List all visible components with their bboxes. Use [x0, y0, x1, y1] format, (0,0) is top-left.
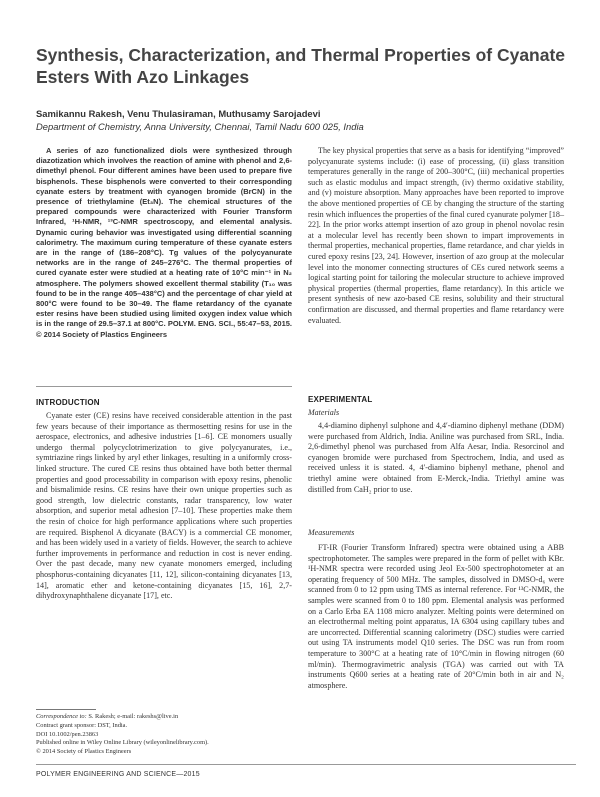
materials-heading: Materials [308, 408, 340, 417]
introduction-paragraph-2: The key physical properties that serve as a basis for identifying “improved” polycyanurate systems include: (i) ease of processing, (ii) glass transition temperatures generally in the range of 200–300°C, (iii) mechanical properties such as elastic modulus and impact strength, (iv) thermo oxidative stability, and (v) moisture absorption. Many approaches have been reported to improve the above mentioned properties of CE by changing the structure of the starting resin which influences the properties of the final cured cyanurate polymer [18–22]. In the prior works attempt insertion of azo group in phenol novolac resin at a molecular level has recently been shown to impart improvements in thermal properties, mechanical properties, flame retardance, and char yields in cured epoxy resins [23, 24]. However, insertion of azo group at the molecular level into the monomer connecting structures of CEs cured network seems a logical starting point for tailoring the molecular structure to achieve improved physical properties (thermal properties, flame retardancy). In this article we present synthesis of new azo-based CE resins, solubility and their structural confirmation are discussed, and thermal properties and flame retardancy were evaluated. [308, 146, 564, 325]
affiliation: Department of Chemistry, Anna University, Chennai, Tamil Nadu 600 025, India [36, 121, 364, 132]
abstract-citation: POLYM. ENG. SCI., 55:47–53, 2015. © 2014 Society of Plastics Engineers [36, 319, 292, 339]
measurements-heading: Measurements [308, 528, 355, 537]
author-list: Samikannu Rakesh, Venu Thulasiraman, Muthusamy Sarojadevi [36, 108, 321, 119]
footnote-divider [36, 709, 96, 710]
correspondence-note [36, 713, 292, 722]
measurements-paragraph: FT-IR (Fourier Transform Infrared) spectra were obtained using a ABB spectrophotometer. The samples were prepared in the form of pellet with KBr. ¹H-NMR spectra were recorded using Jeol Ex-500 spectrophotometer at an operating frequency of 500 MHz. The samples, dissolved in DMSO-d₆ were scanned from 0 to 12 ppm using TMS as internal reference. For ¹³C-NMR, the samples were scanned from 0 to 180 ppm. Elemental analysis was performed on a Carlo Erba EA 1108 micro analyzer. Melting points were determined on an electrothermal melting point apparatus, IA 6304 using capillary tubes and are uncorrected. Differential scanning calorimetry (DSC) studies were carried out using TA instruments model Q10 series. The DSC was run from room temperature to 300°C at a heating rate of 10°C/min in flowing nitrogen (60 ml/min). Thermogravimetric analysis (TGA) was carried out with TA instruments Q600 series at a heating rate of 20°C/min both in air and N₂ atmosphere. [308, 543, 564, 690]
introduction-paragraph-1: Cyanate ester (CE) resins have received considerable attention in the past few years because of their importance as thermosetting resins for use in the aerospace, electronics, and adhesive industries [1–6]. CE monomers usually undergo thermal polycyclotrimerization to give polycyanurates, i.e., symtriazine rings linked by aryl ether linkages, resulting in a uniformly cross-linked structure. The cured CE resins thus obtained have both better thermal properties and good processability in comparison with epoxy resins, phenolic and bismalimide resins. CE resins have their own unique properties such as good strength, low dielectric constants, radar transparency, low water absorption, and superior metal adhesion [7–10]. These properties make them the resin of choice for high performance applications where such properties are required. Bisphenol A dicyanate (BACY) is a commercial CE monomer, and has been widely used in a variety of fields. However, the search to achieve further improvements in performance and reduction in cost is never ending. Over the past decade, many new cyanate monomers emerged, including phosphorus-containing dicyanates [11, 12], silicon-containing dicyanates [13, 14], aromatic ether and ketone-containing dicyanates [15, 16], 2,7-dihydroxynaphthalene dicyanate [17], etc. [36, 411, 292, 601]
abstract-text: A series of azo functionalized diols were synthesized through diazotization which involves the reaction of amine with phenol and 2,6-dimethyl phenol. Four different amines have been used to prepare five bisphenols. These bisphenols were converted to their corresponding cyanate esters by treatment with cyanogen bromide (BrCN) in the presence of triethylamine (Et₃N). The chemical structures of the prepared compounds were characterized with Fourier Transform Infrared, ¹H-NMR, ¹³C-NMR spectroscopy, and elemental analysis. Dynamic curing behavior was investigated using differential scanning calorimetry. The maximum curing temperature of these cyanate esters are in the range of (186–208°C). Tg values of the polycyanurate networks are in the range of 245–276°C. The thermal properties of cured cyanate ester were studied at a heating rate of 10°C min⁻¹ in N₂ atmosphere. The polymers showed excellent thermal stability (T₁₀ was found to be in the range 405–438°C) and the percentage of char yield at 800°C were found to be 30–49. The flame retardancy of the cyanate ester resins have been studied using limited oxygen index value which is in the range of 29.5–37.1 at 800°C. [36, 146, 292, 329]
materials-paragraph: 4,4-diamino diphenyl sulphone and 4,4′-diamino diphenyl methane (DDM) were purchased from Aldrich, India. Aniline was purchased from SRL, India. 2,6-dimethyl phenol was purchased from Alfa Aesar, India. Resorcinol and cyanogen bromide were purchased from Spectrochem, India, and used as received unless it is stated. 4, 4′-diamino biphenyl methane, phenol and triethyl amine were obtained from E-Merck,-India. Triethyl amine was distilled from CaH₂ prior to use. [308, 421, 564, 494]
experimental-heading: EXPERIMENTAL [308, 395, 373, 404]
paper-title: Synthesis, Characterization, and Thermal Properties of Cyanate Esters With Azo Linkages [36, 45, 566, 87]
abstract [36, 146, 292, 340]
footnotes [36, 713, 292, 757]
journal-footer: POLYMER ENGINEERING AND SCIENCE—2015 [36, 771, 200, 778]
abstract-divider [36, 386, 292, 387]
grant-note: Contract grant sponsor: DST, India. [36, 721, 128, 729]
published-note: Published online in Wiley Online Library (wileyonlinelibrary.com). [36, 739, 209, 747]
correspondence-label: Correspondence to: [36, 713, 87, 720]
introduction-heading: INTRODUCTION [36, 398, 100, 407]
doi-note: DOI 10.1002/pen.23863 [36, 730, 99, 738]
correspondence-text: S. Rakesh; e-mail: rakeshs@live.in [88, 713, 179, 720]
copyright-note: © 2014 Society of Plastics Engineers [36, 748, 132, 756]
footer-divider [36, 764, 576, 765]
